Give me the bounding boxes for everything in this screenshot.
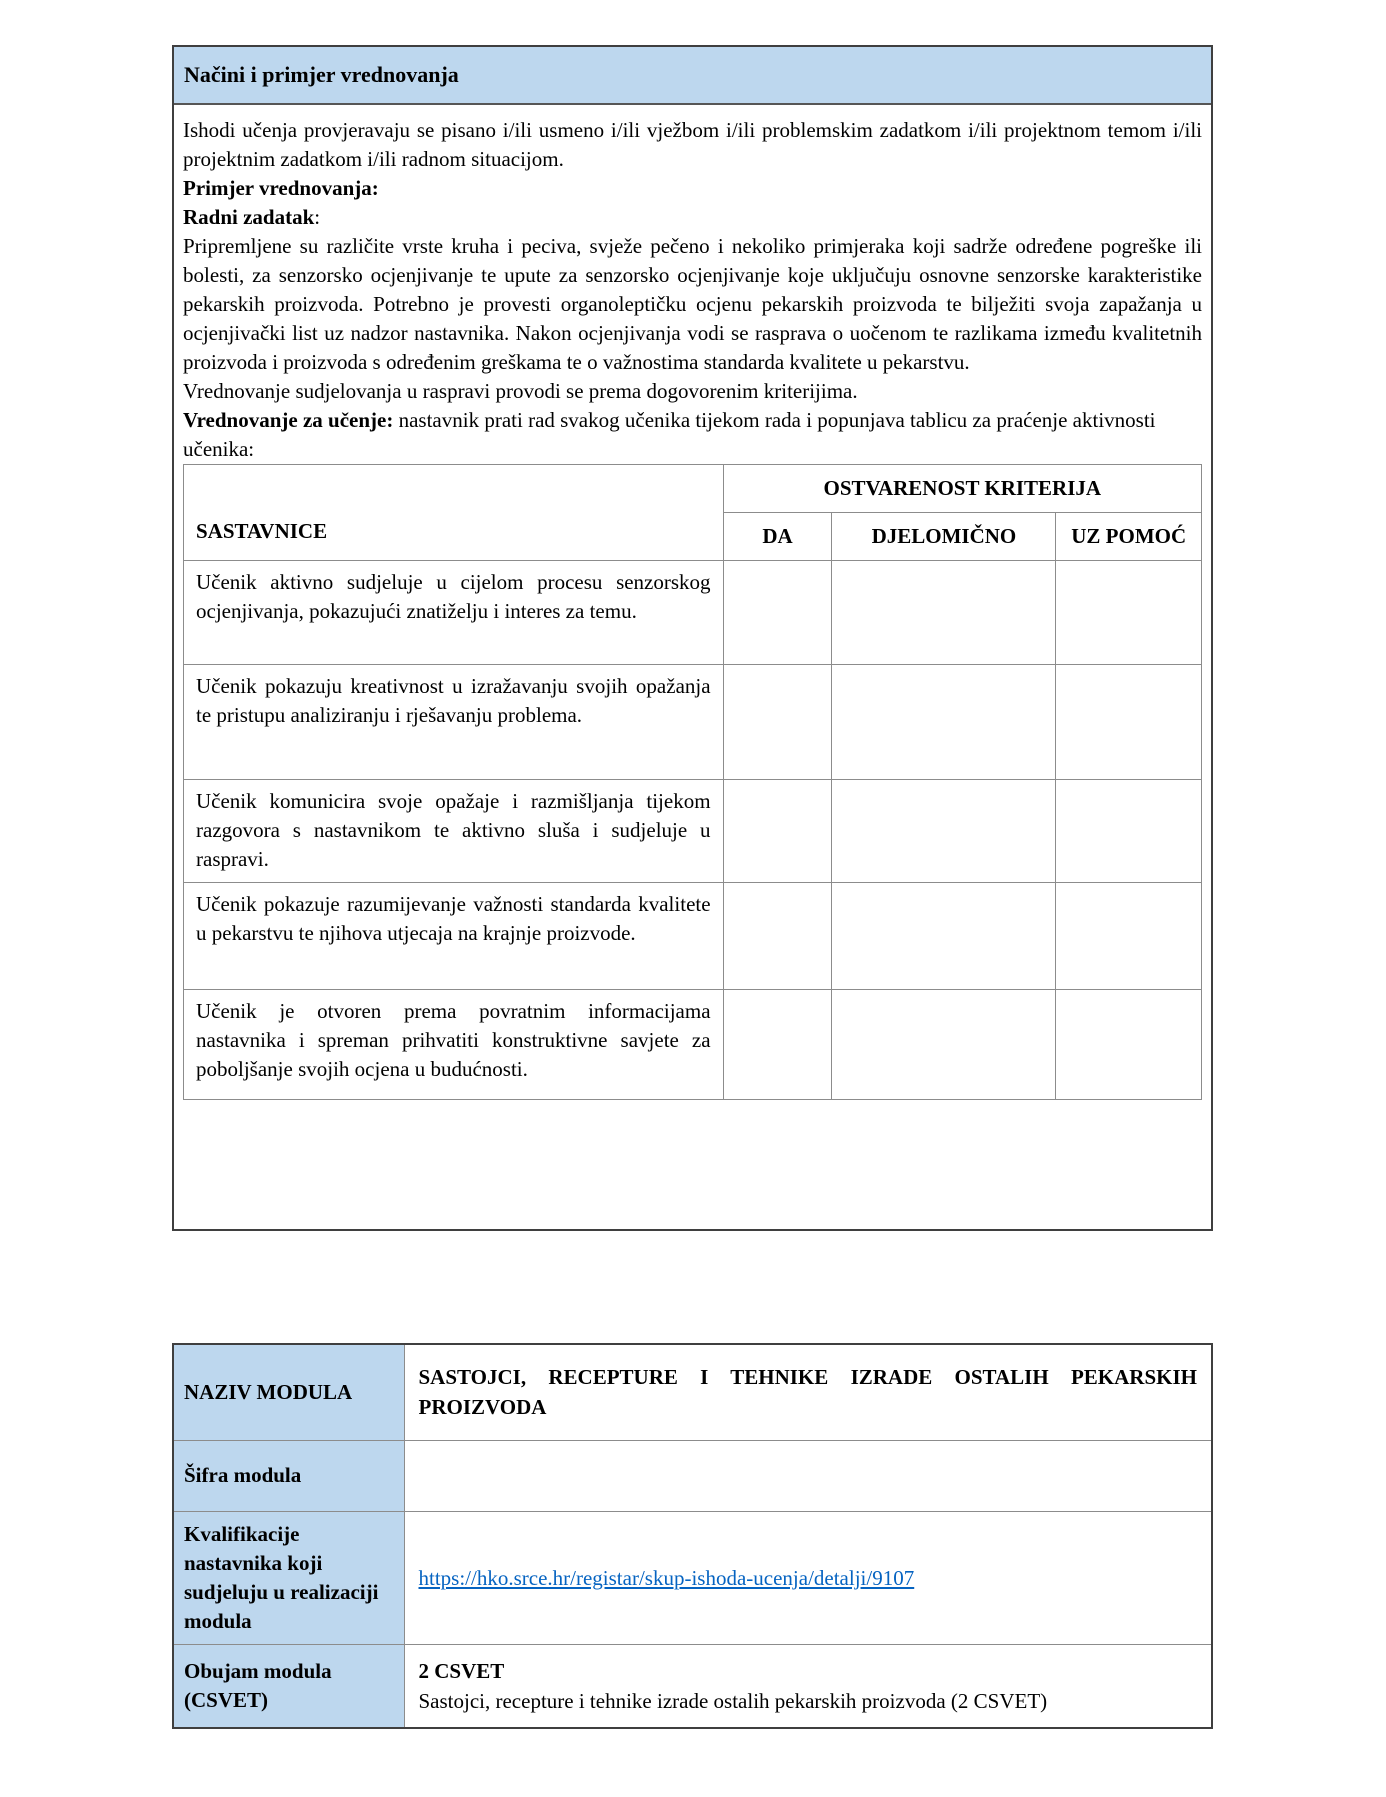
rasprava-paragraph: Vrednovanje sudjelovanja u raspravi provodi se prema dogovorenim kriterijima. [183, 379, 858, 403]
criteria-row-text: Učenik pokazuje razumijevanje važnosti standarda kvalitete u pekarstvu te njihova utjecaja na krajnje proizvode. [184, 883, 724, 990]
criteria-col-uz-pomoc: UZ POMOĆ [1056, 513, 1202, 561]
criteria-empty-cell [832, 990, 1056, 1100]
criteria-empty-cell [832, 561, 1056, 665]
module-label-sifra: Šifra modula [173, 1440, 404, 1511]
evaluation-section-header [174, 47, 1211, 105]
radni-zadatak-heading [183, 203, 1202, 232]
module-row-naziv [173, 1344, 1212, 1440]
module-row-obujam [173, 1644, 1212, 1728]
criteria-empty-cell [832, 665, 1056, 780]
criteria-group-header: OSTVARENOST KRITERIJA [723, 465, 1201, 513]
module-value-sifra [404, 1440, 1212, 1511]
qualification-link[interactable]: https://hko.srce.hr/registar/skup-ishoda-ucenja/detalji/9107 [418, 1565, 915, 1590]
module-label-naziv: NAZIV MODULA [173, 1344, 404, 1440]
criteria-empty-cell [1056, 561, 1202, 665]
criteria-row-text: Učenik je otvoren prema povratnim informacijama nastavnika i spreman prihvatiti konstruktivne savjete za poboljšanje svojih ocjena u budućnosti. [184, 990, 724, 1100]
criteria-empty-cell [1056, 665, 1202, 780]
evaluation-section-body [174, 105, 1211, 1100]
module-value-naziv: SASTOJCI, RECEPTURE I TEHNIKE IZRADE OSTALIH PEKARSKIH PROIZVODA [404, 1344, 1212, 1440]
criteria-row [184, 990, 1202, 1100]
criteria-empty-cell [723, 883, 832, 990]
module-label-kvalifikacije: Kvalifikacije nastavnika koji sudjeluju u realizaciji modula [173, 1511, 404, 1644]
vrednovanje-za-ucenje-bold: Vrednovanje za učenje: [183, 408, 394, 432]
intro-paragraph: Ishodi učenja provjeravaju se pisano i/ili usmeno i/ili vježbom i/ili problemskim zadatkom i/ili projektnom temom i/ili projektnim zadatkom i/ili radnom situacijom. [183, 118, 1202, 171]
module-label-obujam: Obujam modula (CSVET) [173, 1644, 404, 1728]
module-row-sifra [173, 1440, 1212, 1511]
criteria-row [184, 883, 1202, 990]
radni-zadatak-paragraph: Pripremljene su različite vrste kruha i peciva, svježe pečeno i nekoliko primjeraka koji sadrže određene pogreške ili bolesti, za senzorsko ocjenjivanje te upute za senzorsko ocjenjivanje koje uključuju osnovne senzorske karakteristike pekarskih proizvoda. Potrebno je provesti organoleptičku ocjenu pekarskih proizvoda te bilježiti svoja zapažanja u ocjenjivački list uz nadzor nastavnika. Nakon ocjenjivanja vodi se rasprava o uočenom te razlikama između kvalitetnih proizvoda i proizvoda s određenim greškama te o važnostima standarda kvalitete u pekarstvu. [183, 234, 1202, 374]
criteria-table [183, 464, 1202, 1100]
module-value-obujam [404, 1644, 1212, 1728]
module-csvet-description: Sastojci, recepture i tehnike izrade ostalih pekarskih proizvoda (2 CSVET) [418, 1688, 1048, 1713]
criteria-row-text: Učenik pokazuju kreativnost u izražavanju svojih opažanja te pristupu analiziranju i rješavanju problema. [184, 665, 724, 780]
evaluation-section-title: Načini i primjer vrednovanja [184, 62, 459, 87]
criteria-empty-cell [1056, 780, 1202, 883]
vrednovanje-za-ucenje-rest: nastavnik prati rad svakog učenika tijekom rada i popunjava tablicu za praćenje aktivnosti učenika: [183, 408, 1156, 461]
evaluation-section [172, 45, 1213, 1231]
module-row-kvalifikacije [173, 1511, 1212, 1644]
criteria-empty-cell [723, 665, 832, 780]
criteria-row [184, 780, 1202, 883]
criteria-empty-cell [723, 780, 832, 883]
criteria-empty-cell [723, 561, 832, 665]
module-value-kvalifikacije [404, 1511, 1212, 1644]
primjer-vrednovanja-heading: Primjer vrednovanja: [183, 176, 379, 200]
criteria-row [184, 561, 1202, 665]
module-table [172, 1343, 1213, 1729]
criteria-empty-cell [723, 990, 832, 1100]
criteria-empty-cell [1056, 990, 1202, 1100]
criteria-row [184, 665, 1202, 780]
criteria-col-da: DA [723, 513, 832, 561]
vrednovanje-za-ucenje-paragraph [183, 406, 1202, 464]
criteria-col-sastavnice: SASTAVNICE [184, 465, 724, 561]
criteria-row-text: Učenik aktivno sudjeluje u cijelom procesu senzorskog ocjenjivanja, pokazujući znatiželju i interes za temu. [184, 561, 724, 665]
criteria-empty-cell [832, 883, 1056, 990]
criteria-col-djelomicno: DJELOMIČNO [832, 513, 1056, 561]
radni-zadatak-bold: Radni zadatak [183, 205, 315, 229]
criteria-row-text: Učenik komunicira svoje opažaje i razmišljanja tijekom razgovora s nastavnikom te aktivno sluša i sudjeluje u raspravi. [184, 780, 724, 883]
module-csvet-amount: 2 CSVET [418, 1658, 505, 1683]
criteria-empty-cell [1056, 883, 1202, 990]
criteria-empty-cell [832, 780, 1056, 883]
radni-zadatak-colon: : [314, 205, 321, 229]
criteria-header-row-1 [184, 465, 1202, 513]
